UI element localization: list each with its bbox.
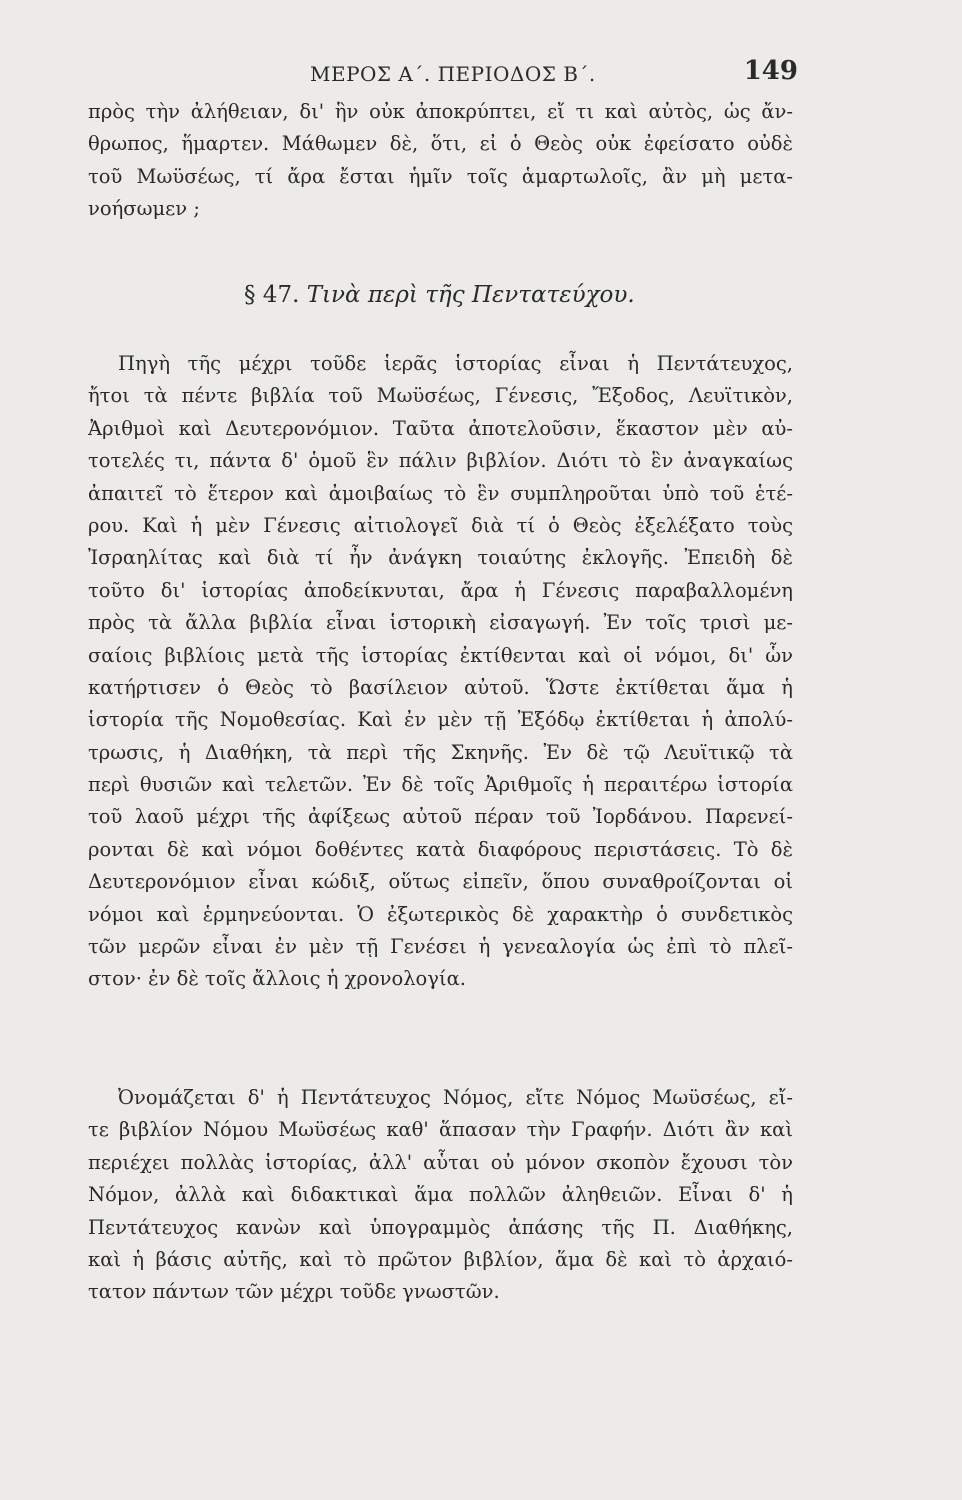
text-line: τρωσις, ἡ Διαθήκη, τὰ περὶ τῆς Σκηνῆς. Ἐν δὲ τῷ Λευϊτικῷ τὰ [88,740,793,764]
section-heading [244,282,635,308]
section-number: § 47. [244,282,300,308]
page-number: 149 [743,56,798,86]
text-line: θρωπος, ἥμαρτεν. Μάθωμεν δὲ, ὅτι, εἰ ὁ Θεὸς οὐκ ἐφείσατο οὐδὲ [88,132,793,156]
text-line: καὶ ἡ βάσις αὐτῆς, καὶ τὸ πρῶτον βιβλίον, ἅμα δὲ καὶ τὸ ἀρχαιό- [88,1247,793,1271]
text-line: τῶν μερῶν εἶναι ἐν μὲν τῇ Γενέσει ἡ γενεαλογία ὡς ἐπὶ τὸ πλεῖ- [88,935,793,959]
text-line: Πηγὴ τῆς μέχρι τοῦδε ἱερᾶς ἱστορίας εἶναι ἡ Πεντάτευχος, [118,352,793,375]
text-line: κατήρτισεν ὁ Θεὸς τὸ βασίλειον αὐτοῦ. Ὥστε ἐκτίθεται ἅμα ἡ [88,675,793,699]
text-line: Πεντάτευχος κανὼν καὶ ὑπογραμμὸς ἁπάσης τῆς Π. Διαθήκης, [88,1215,793,1239]
text-line: τε βιβλίον Νόμου Μωϋσέως καθ' ἅπασαν τὴν Γραφήν. Διότι ἂν καὶ [88,1118,793,1142]
text-line: ρου. Καὶ ἡ μὲν Γένεσις αἰτιολογεῖ διὰ τί ὁ Θεὸς ἐξελέξατο τοὺς [88,513,793,537]
text-line: Νόμον, ἀλλὰ καὶ διδακτικαὶ ἅμα πολλῶν ἀληθειῶν. Εἶναι δ' ἡ [88,1183,793,1207]
text-line: περὶ θυσιῶν καὶ τελετῶν. Ἐν δὲ τοῖς Ἀριθμοῖς ἡ περαιτέρω ἱστορία [88,773,793,797]
text-line: σαίοις βιβλίοις μετὰ τῆς ἱστορίας ἐκτίθενται καὶ οἱ νόμοι, δι' ὧν [88,643,793,667]
text-line: τοῦ Μωϋσέως, τί ἄρα ἔσται ἡμῖν τοῖς ἁμαρτωλοῖς, ἂν μὴ μετα- [88,164,793,188]
text-line: πρὸς τὰ ἄλλα βιβλία εἶναι ἱστορικὴ εἰσαγωγή. Ἐν τοῖς τρισὶ με- [88,611,793,635]
paragraph-2 [88,1082,793,1309]
text-line: τατον πάντων τῶν μέχρι τοῦδε γνωστῶν. [88,1280,500,1304]
text-line: ἤτοι τὰ πέντε βιβλία τοῦ Μωϋσέως, Γένεσις, Ἔξοδος, Λευϊτικὸν, [88,384,793,408]
text-line: Δευτερονόμιον εἶναι κώδιξ, οὕτως εἰπεῖν, ὅπου συναθροίζονται οἱ [88,870,793,894]
running-head: ΜΕΡΟΣ Α΄. ΠΕΡΙΟΔΟΣ Β΄. [310,62,596,86]
text-line: τοτελές τι, πάντα δ' ὁμοῦ ἓν πάλιν βιβλίον. Διότι τὸ ἓν ἀναγκαίως [88,449,793,473]
text-line: ρονται δὲ καὶ νόμοι δοθέντες κατὰ διαφόρους περιστάσεις. Τὸ δὲ [88,837,793,861]
text-line: Ἰσραηλίτας καὶ διὰ τί ἦν ἀνάγκη τοιαύτης ἐκλογῆς. Ἐπειδὴ δὲ [88,546,793,570]
text-line: ἀπαιτεῖ τὸ ἕτερον καὶ ἀμοιβαίως τὸ ἓν συμπληροῦται ὑπὸ τοῦ ἑτέ- [88,481,793,505]
text-line: Ὀνομάζεται δ' ἡ Πεντάτευχος Νόμος, εἴτε Νόμος Μωϋσέως, εἴ- [118,1086,793,1109]
text-line: τοῦτο δι' ἱστορίας ἀποδείκνυται, ἄρα ἡ Γένεσις παραβαλλομένη [88,578,793,602]
text-line: νόμοι καὶ ἑρμηνεύονται. Ὁ ἐξωτερικὸς δὲ χαρακτὴρ ὁ συνδετικὸς [88,902,793,926]
text-line: νοήσωμεν ; [88,197,200,221]
text-line: στον· ἐν δὲ τοῖς ἄλλοις ἡ χρονολογία. [88,967,466,991]
page-header [88,56,798,96]
text-line: τοῦ λαοῦ μέχρι τῆς ἀφίξεως αὐτοῦ πέραν τοῦ Ἰορδάνου. Παρενεί- [88,805,793,829]
intro-text [88,96,793,226]
text-line: πρὸς τὴν ἀλήθειαν, δι' ἣν οὐκ ἀποκρύπτει, εἴ τι καὶ αὐτὸς, ὡς ἄν- [88,100,793,123]
text-line: Ἀριθμοὶ καὶ Δευτερονόμιον. Ταῦτα ἀποτελοῦσιν, ἕκαστον μὲν αὐ- [88,416,793,440]
text-line: περιέχει πολλὰς ἱστορίας, ἀλλ' αὗται οὐ μόνον σκοπὸν ἔχουσι τὸν [88,1150,793,1174]
paragraph-1 [88,348,793,996]
text-line: ἱστορία τῆς Νομοθεσίας. Καὶ ἐν μὲν τῇ Ἐξόδῳ ἐκτίθεται ἡ ἀπολύ- [88,708,793,732]
section-title: Τινὰ περὶ τῆς Πεντατεύχου. [306,282,635,308]
